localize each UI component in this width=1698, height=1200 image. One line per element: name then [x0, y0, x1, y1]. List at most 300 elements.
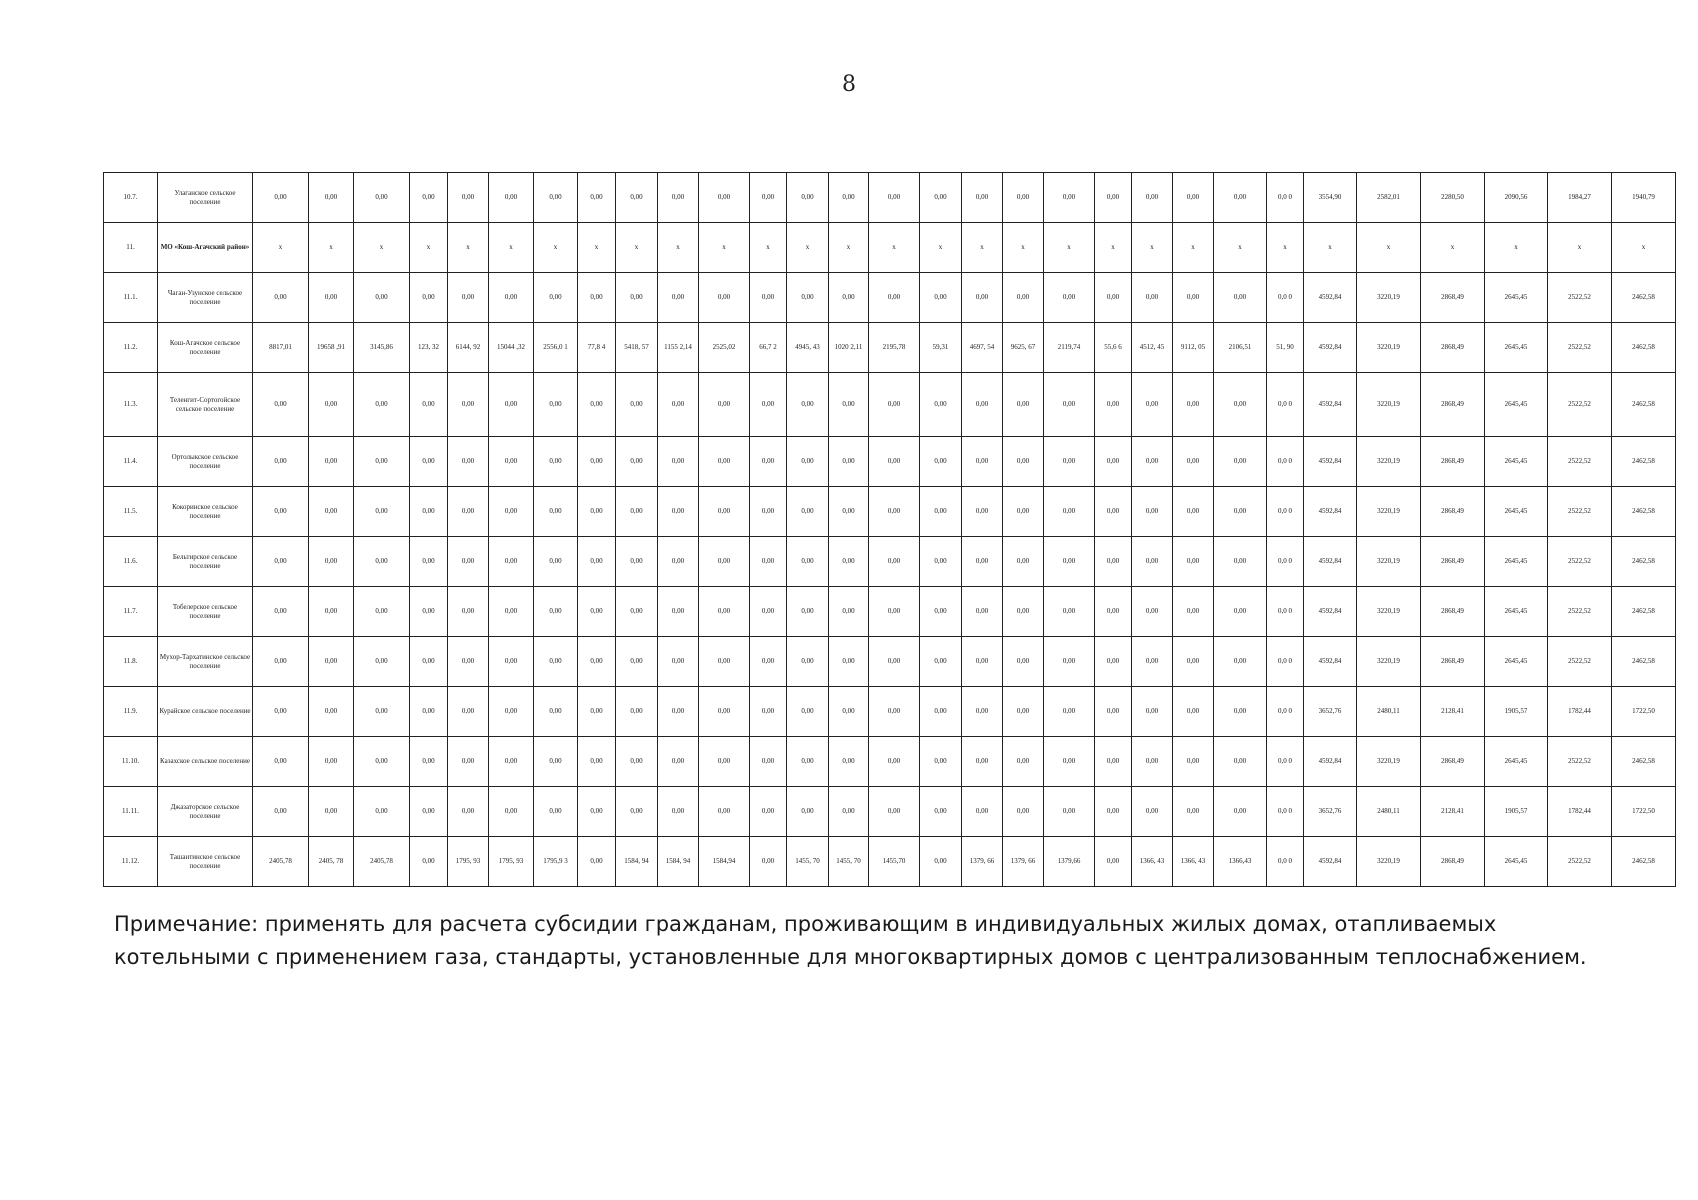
- value-cell: 0,0 0: [1267, 837, 1304, 887]
- value-cell: 2645,45: [1485, 273, 1548, 323]
- value-cell: 77,8 4: [578, 323, 616, 373]
- value-cell: 0,00: [1173, 787, 1214, 837]
- value-cell: 0,00: [578, 687, 616, 737]
- value-cell: 1584, 94: [658, 837, 699, 887]
- value-cell: x: [1548, 223, 1612, 273]
- value-cell: 0,00: [1095, 373, 1132, 437]
- value-cell: 3220,19: [1357, 437, 1421, 487]
- value-cell: 0,00: [787, 273, 829, 323]
- value-cell: 2868,49: [1421, 273, 1485, 323]
- table-row: [104, 487, 1676, 537]
- value-cell: 0,00: [489, 737, 534, 787]
- settlement-name: Тобелерское сельское поселение: [158, 587, 253, 637]
- value-cell: 0,00: [1132, 487, 1173, 537]
- value-cell: 0,00: [787, 437, 829, 487]
- value-cell: 0,00: [448, 173, 489, 223]
- value-cell: 2462,58: [1612, 637, 1676, 687]
- value-cell: 0,00: [1214, 587, 1267, 637]
- value-cell: 2522,52: [1548, 487, 1612, 537]
- value-cell: 0,00: [658, 487, 699, 537]
- value-cell: 0,00: [489, 173, 534, 223]
- value-cell: 66,7 2: [750, 323, 787, 373]
- value-cell: 0,00: [869, 437, 920, 487]
- row-number: 11.8.: [104, 637, 158, 687]
- settlement-name: Казахское сельское поселение: [158, 737, 253, 787]
- value-cell: 0,00: [578, 637, 616, 687]
- value-cell: x: [1304, 223, 1357, 273]
- value-cell: 1795,9 3: [534, 837, 578, 887]
- value-cell: 0,00: [1132, 373, 1173, 437]
- value-cell: 0,00: [489, 273, 534, 323]
- value-cell: 0,00: [534, 587, 578, 637]
- value-cell: 0,00: [699, 787, 750, 837]
- value-cell: 0,00: [1044, 537, 1095, 587]
- value-cell: 1795, 93: [448, 837, 489, 887]
- value-cell: 4592,84: [1304, 373, 1357, 437]
- value-cell: 0,00: [699, 437, 750, 487]
- value-cell: 2522,52: [1548, 273, 1612, 323]
- value-cell: 2582,01: [1357, 173, 1421, 223]
- value-cell: 0,00: [962, 273, 1003, 323]
- value-cell: 4592,84: [1304, 323, 1357, 373]
- table-row: [104, 787, 1676, 837]
- value-cell: 4592,84: [1304, 487, 1357, 537]
- value-cell: 0,00: [448, 587, 489, 637]
- value-cell: x: [489, 223, 534, 273]
- value-cell: 2522,52: [1548, 323, 1612, 373]
- value-cell: 0,00: [354, 637, 410, 687]
- value-cell: 0,00: [309, 687, 354, 737]
- value-cell: 0,00: [750, 487, 787, 537]
- row-number: 11.12.: [104, 837, 158, 887]
- subsidy-standards-table: [103, 172, 1676, 887]
- value-cell: 0,00: [920, 537, 962, 587]
- value-cell: 9625, 67: [1003, 323, 1044, 373]
- value-cell: 0,00: [489, 373, 534, 437]
- value-cell: 0,00: [578, 273, 616, 323]
- value-cell: 0,00: [309, 373, 354, 437]
- value-cell: 0,00: [1003, 787, 1044, 837]
- value-cell: 0,00: [750, 637, 787, 687]
- value-cell: 0,00: [962, 537, 1003, 587]
- value-cell: 2645,45: [1485, 373, 1548, 437]
- value-cell: 2868,49: [1421, 837, 1485, 887]
- value-cell: 1795, 93: [489, 837, 534, 887]
- value-cell: 4592,84: [1304, 587, 1357, 637]
- value-cell: 5418, 57: [616, 323, 658, 373]
- value-cell: 0,00: [354, 587, 410, 637]
- value-cell: 0,00: [829, 273, 869, 323]
- value-cell: 0,00: [1132, 537, 1173, 587]
- value-cell: x: [578, 223, 616, 273]
- value-cell: 0,00: [1132, 587, 1173, 637]
- row-number: 11.3.: [104, 373, 158, 437]
- value-cell: 0,00: [699, 173, 750, 223]
- value-cell: 4512, 45: [1132, 323, 1173, 373]
- value-cell: 0,00: [354, 537, 410, 587]
- value-cell: 2106,51: [1214, 323, 1267, 373]
- value-cell: 3220,19: [1357, 537, 1421, 587]
- value-cell: 0,00: [869, 737, 920, 787]
- value-cell: 0,00: [1132, 637, 1173, 687]
- value-cell: x: [1267, 223, 1304, 273]
- value-cell: 0,00: [1044, 737, 1095, 787]
- value-cell: 3220,19: [1357, 587, 1421, 637]
- value-cell: 0,00: [1044, 173, 1095, 223]
- value-cell: 0,00: [962, 687, 1003, 737]
- value-cell: 0,0 0: [1267, 637, 1304, 687]
- value-cell: 2645,45: [1485, 587, 1548, 637]
- value-cell: 0,00: [787, 687, 829, 737]
- value-cell: x: [1357, 223, 1421, 273]
- value-cell: 15044 ,32: [489, 323, 534, 373]
- value-cell: 3220,19: [1357, 487, 1421, 537]
- value-cell: 0,00: [1003, 737, 1044, 787]
- value-cell: 2462,58: [1612, 323, 1676, 373]
- value-cell: 0,00: [1095, 787, 1132, 837]
- value-cell: 0,00: [1173, 173, 1214, 223]
- value-cell: 0,00: [616, 437, 658, 487]
- value-cell: 0,00: [1003, 173, 1044, 223]
- value-cell: 0,00: [534, 787, 578, 837]
- table-row: [104, 837, 1676, 887]
- value-cell: 0,00: [448, 737, 489, 787]
- table-row: [104, 737, 1676, 787]
- value-cell: 1455, 70: [829, 837, 869, 887]
- value-cell: 0,00: [253, 587, 309, 637]
- table-row: [104, 373, 1676, 437]
- value-cell: 1379, 66: [962, 837, 1003, 887]
- value-cell: 0,00: [354, 437, 410, 487]
- value-cell: 0,00: [1132, 173, 1173, 223]
- value-cell: 0,00: [253, 437, 309, 487]
- value-cell: 0,00: [1214, 787, 1267, 837]
- settlement-name: Курайское сельское поселение: [158, 687, 253, 737]
- value-cell: 0,00: [787, 737, 829, 787]
- value-cell: 0,00: [616, 737, 658, 787]
- value-cell: 0,00: [253, 687, 309, 737]
- value-cell: 0,00: [1003, 437, 1044, 487]
- value-cell: 0,00: [410, 687, 448, 737]
- value-cell: 1940,79: [1612, 173, 1676, 223]
- settlement-name: Джазаторское сельское поселение: [158, 787, 253, 837]
- value-cell: 0,00: [869, 537, 920, 587]
- value-cell: x: [787, 223, 829, 273]
- value-cell: 0,00: [829, 173, 869, 223]
- value-cell: x: [1421, 223, 1485, 273]
- value-cell: 2645,45: [1485, 437, 1548, 487]
- value-cell: 0,00: [410, 737, 448, 787]
- value-cell: 3652,76: [1304, 787, 1357, 837]
- value-cell: 0,00: [920, 273, 962, 323]
- value-cell: 0,00: [534, 737, 578, 787]
- value-cell: 3220,19: [1357, 637, 1421, 687]
- value-cell: 0,00: [869, 273, 920, 323]
- value-cell: 2645,45: [1485, 323, 1548, 373]
- value-cell: 0,0 0: [1267, 737, 1304, 787]
- settlement-name: Чаган-Узунское сельское поселение: [158, 273, 253, 323]
- value-cell: x: [354, 223, 410, 273]
- value-cell: x: [1214, 223, 1267, 273]
- value-cell: 0,00: [920, 437, 962, 487]
- value-cell: 0,00: [616, 687, 658, 737]
- value-cell: 0,00: [1095, 173, 1132, 223]
- value-cell: 2405,78: [354, 837, 410, 887]
- value-cell: 1905,57: [1485, 787, 1548, 837]
- row-number: 11.5.: [104, 487, 158, 537]
- value-cell: 0,00: [750, 737, 787, 787]
- value-cell: 0,00: [658, 737, 699, 787]
- value-cell: 1782,44: [1548, 787, 1612, 837]
- value-cell: 0,00: [448, 437, 489, 487]
- value-cell: x: [410, 223, 448, 273]
- value-cell: 0,00: [309, 437, 354, 487]
- value-cell: 0,00: [534, 687, 578, 737]
- value-cell: 0,00: [962, 373, 1003, 437]
- value-cell: 2522,52: [1548, 837, 1612, 887]
- value-cell: x: [1173, 223, 1214, 273]
- value-cell: 2462,58: [1612, 737, 1676, 787]
- value-cell: 0,0 0: [1267, 437, 1304, 487]
- value-cell: 1379,66: [1044, 837, 1095, 887]
- row-number: 11.1.: [104, 273, 158, 323]
- value-cell: x: [309, 223, 354, 273]
- settlement-name: Кокоринское сельское поселение: [158, 487, 253, 537]
- value-cell: 0,00: [750, 587, 787, 637]
- value-cell: 0,00: [448, 637, 489, 687]
- value-cell: 2645,45: [1485, 637, 1548, 687]
- value-cell: 0,00: [920, 373, 962, 437]
- value-cell: 0,00: [962, 637, 1003, 687]
- value-cell: 0,00: [750, 273, 787, 323]
- value-cell: 2128,41: [1421, 687, 1485, 737]
- value-cell: 2525,02: [699, 323, 750, 373]
- value-cell: 0,00: [1095, 687, 1132, 737]
- value-cell: 0,00: [699, 637, 750, 687]
- value-cell: 0,00: [489, 637, 534, 687]
- value-cell: 0,00: [869, 687, 920, 737]
- value-cell: 0,00: [578, 437, 616, 487]
- value-cell: 0,00: [253, 737, 309, 787]
- note-line-2: котельными с применением газа, стандарты, установленные для многоквартирных домов с централизованным теплоснабжением.: [114, 945, 1587, 969]
- value-cell: 0,00: [1095, 437, 1132, 487]
- value-cell: 4592,84: [1304, 437, 1357, 487]
- value-cell: 0,0 0: [1267, 787, 1304, 837]
- value-cell: 2128,41: [1421, 787, 1485, 837]
- value-cell: 0,00: [787, 587, 829, 637]
- value-cell: 0,00: [489, 437, 534, 487]
- value-cell: 0,00: [1095, 487, 1132, 537]
- value-cell: 0,00: [962, 587, 1003, 637]
- value-cell: 2119,74: [1044, 323, 1095, 373]
- value-cell: 2868,49: [1421, 487, 1485, 537]
- value-cell: 0,00: [489, 537, 534, 587]
- value-cell: 2868,49: [1421, 373, 1485, 437]
- value-cell: 0,00: [534, 537, 578, 587]
- value-cell: 0,00: [309, 587, 354, 637]
- value-cell: 4592,84: [1304, 737, 1357, 787]
- value-cell: x: [829, 223, 869, 273]
- value-cell: 0,00: [699, 373, 750, 437]
- value-cell: 0,00: [1044, 587, 1095, 637]
- value-cell: 0,00: [448, 537, 489, 587]
- value-cell: 0,00: [1044, 487, 1095, 537]
- value-cell: 0,00: [1214, 273, 1267, 323]
- value-cell: 0,00: [962, 737, 1003, 787]
- value-cell: x: [1485, 223, 1548, 273]
- value-cell: 0,00: [962, 487, 1003, 537]
- value-cell: 0,00: [309, 173, 354, 223]
- value-cell: 0,00: [1003, 373, 1044, 437]
- value-cell: 0,00: [658, 687, 699, 737]
- value-cell: 0,00: [253, 273, 309, 323]
- value-cell: 2522,52: [1548, 637, 1612, 687]
- value-cell: 8817,01: [253, 323, 309, 373]
- value-cell: 0,00: [699, 737, 750, 787]
- table-row: [104, 323, 1676, 373]
- value-cell: 0,00: [1044, 787, 1095, 837]
- value-cell: 0,0 0: [1267, 273, 1304, 323]
- value-cell: x: [1612, 223, 1676, 273]
- value-cell: 0,00: [920, 487, 962, 537]
- value-cell: 0,00: [534, 273, 578, 323]
- value-cell: 0,00: [616, 273, 658, 323]
- value-cell: 0,00: [354, 173, 410, 223]
- value-cell: 0,00: [309, 487, 354, 537]
- value-cell: 0,00: [750, 173, 787, 223]
- value-cell: 0,00: [869, 637, 920, 687]
- value-cell: 0,00: [1044, 273, 1095, 323]
- table-row: [104, 173, 1676, 223]
- value-cell: 2522,52: [1548, 373, 1612, 437]
- value-cell: 0,00: [829, 787, 869, 837]
- value-cell: 0,00: [920, 587, 962, 637]
- value-cell: 0,00: [1173, 587, 1214, 637]
- row-number: 11.10.: [104, 737, 158, 787]
- value-cell: 0,00: [869, 173, 920, 223]
- table-row: [104, 637, 1676, 687]
- note-line-1: Примечание: применять для расчета субсидии гражданам, проживающим в индивидуальных жилых домах, отапливаемых: [114, 912, 1497, 936]
- value-cell: 0,00: [1003, 637, 1044, 687]
- settlement-name: МО «Кош-Агачский район»: [158, 223, 253, 273]
- value-cell: 0,00: [1044, 373, 1095, 437]
- value-cell: 3220,19: [1357, 837, 1421, 887]
- value-cell: 2868,49: [1421, 323, 1485, 373]
- value-cell: 0,00: [534, 173, 578, 223]
- value-cell: 0,00: [787, 173, 829, 223]
- value-cell: 4592,84: [1304, 837, 1357, 887]
- value-cell: 0,00: [829, 537, 869, 587]
- value-cell: 0,00: [410, 437, 448, 487]
- value-cell: 2405,78: [253, 837, 309, 887]
- value-cell: 0,00: [1003, 587, 1044, 637]
- value-cell: 0,00: [410, 787, 448, 837]
- row-number: 10.7.: [104, 173, 158, 223]
- value-cell: 3220,19: [1357, 323, 1421, 373]
- value-cell: 0,00: [869, 787, 920, 837]
- value-cell: 0,00: [410, 487, 448, 537]
- value-cell: 2405, 78: [309, 837, 354, 887]
- value-cell: 1722,50: [1612, 687, 1676, 737]
- value-cell: 0,00: [448, 273, 489, 323]
- value-cell: 0,00: [309, 737, 354, 787]
- row-number: 11.6.: [104, 537, 158, 587]
- row-number: 11.9.: [104, 687, 158, 737]
- value-cell: 0,00: [920, 687, 962, 737]
- value-cell: 9112, 05: [1173, 323, 1214, 373]
- value-cell: 0,00: [354, 687, 410, 737]
- value-cell: 3220,19: [1357, 273, 1421, 323]
- value-cell: 59,31: [920, 323, 962, 373]
- value-cell: 0,00: [1095, 637, 1132, 687]
- value-cell: 0,00: [658, 273, 699, 323]
- value-cell: 0,00: [410, 537, 448, 587]
- value-cell: 0,00: [1132, 437, 1173, 487]
- value-cell: x: [253, 223, 309, 273]
- value-cell: 0,00: [354, 787, 410, 837]
- value-cell: 2522,52: [1548, 437, 1612, 487]
- value-cell: 0,00: [1214, 537, 1267, 587]
- value-cell: x: [658, 223, 699, 273]
- value-cell: 2462,58: [1612, 587, 1676, 637]
- value-cell: 2645,45: [1485, 837, 1548, 887]
- value-cell: 55,6 6: [1095, 323, 1132, 373]
- value-cell: 0,00: [578, 587, 616, 637]
- value-cell: 1455, 70: [787, 837, 829, 887]
- value-cell: 0,00: [1173, 437, 1214, 487]
- value-cell: 0,00: [1173, 537, 1214, 587]
- value-cell: 0,00: [869, 487, 920, 537]
- value-cell: 0,00: [354, 273, 410, 323]
- value-cell: 2868,49: [1421, 637, 1485, 687]
- value-cell: 0,00: [1132, 787, 1173, 837]
- value-cell: 0,00: [829, 373, 869, 437]
- value-cell: 2556,0 1: [534, 323, 578, 373]
- value-cell: 0,00: [1003, 537, 1044, 587]
- row-number: 11.: [104, 223, 158, 273]
- value-cell: 6144, 92: [448, 323, 489, 373]
- value-cell: 0,00: [1214, 373, 1267, 437]
- row-number: 11.7.: [104, 587, 158, 637]
- value-cell: 2280,50: [1421, 173, 1485, 223]
- value-cell: 0,00: [750, 373, 787, 437]
- value-cell: 0,00: [787, 787, 829, 837]
- value-cell: 0,00: [489, 587, 534, 637]
- value-cell: 0,00: [616, 637, 658, 687]
- value-cell: 0,00: [1095, 537, 1132, 587]
- value-cell: x: [1003, 223, 1044, 273]
- value-cell: 2868,49: [1421, 737, 1485, 787]
- value-cell: 3652,76: [1304, 687, 1357, 737]
- value-cell: 0,00: [616, 487, 658, 537]
- value-cell: 0,00: [829, 737, 869, 787]
- value-cell: 0,00: [448, 487, 489, 537]
- settlement-name: Теленгит-Сортогойское сельское поселение: [158, 373, 253, 437]
- value-cell: 2868,49: [1421, 587, 1485, 637]
- value-cell: 3145,86: [354, 323, 410, 373]
- value-cell: 0,00: [1173, 273, 1214, 323]
- value-cell: 4592,84: [1304, 637, 1357, 687]
- value-cell: 1366, 43: [1173, 837, 1214, 887]
- value-cell: 2462,58: [1612, 537, 1676, 587]
- value-cell: 0,00: [1214, 637, 1267, 687]
- value-cell: 0,00: [1044, 437, 1095, 487]
- value-cell: x: [750, 223, 787, 273]
- value-cell: 0,00: [750, 837, 787, 887]
- value-cell: 1455,70: [869, 837, 920, 887]
- table-row: [104, 537, 1676, 587]
- settlement-name: Ортолыкское сельское поселение: [158, 437, 253, 487]
